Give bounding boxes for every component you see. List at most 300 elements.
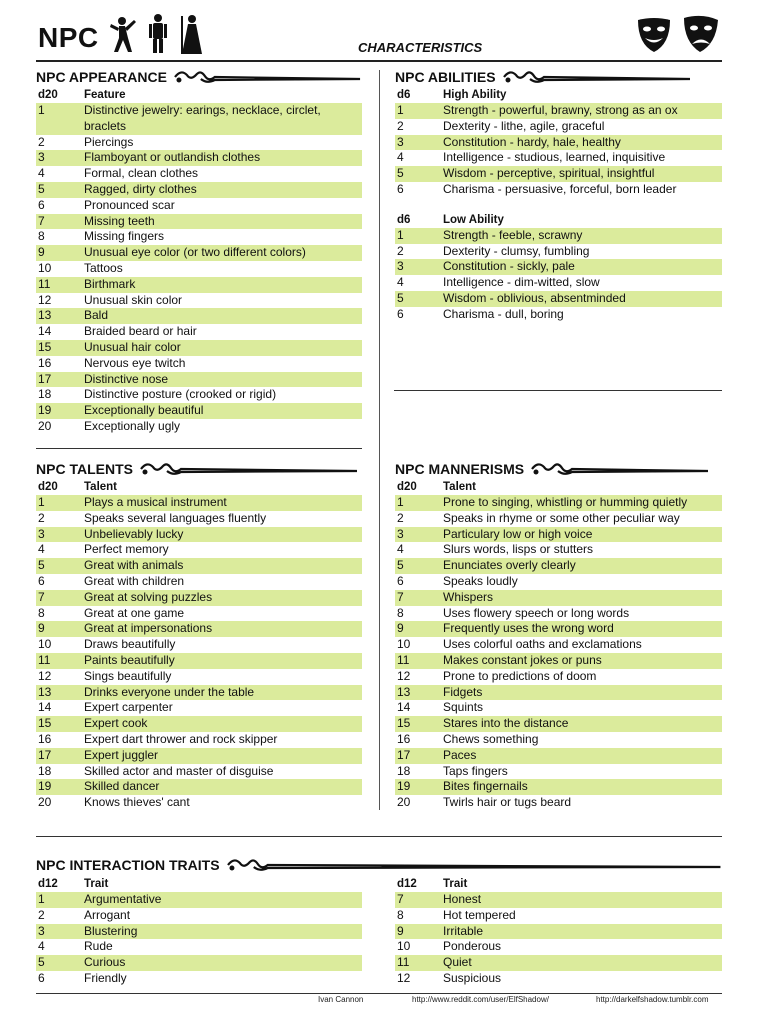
entry-text: Arrogant — [84, 907, 131, 922]
roll-number: 6 — [38, 970, 45, 985]
roll-number: 19 — [38, 779, 52, 794]
table-row — [395, 574, 722, 590]
table-row — [36, 103, 362, 135]
table-row — [36, 340, 362, 356]
entry-text: Squints — [443, 700, 484, 715]
table-row — [395, 275, 722, 291]
roll-number: 7 — [397, 892, 404, 906]
roll-number: 7 — [38, 213, 45, 228]
footer-rule — [36, 993, 722, 994]
table-row — [395, 732, 722, 748]
roll-number: 14 — [397, 700, 411, 715]
entry-text: Unusual eye color (or two different colors) — [84, 245, 306, 260]
roll-number: 1 — [397, 495, 404, 509]
table-row — [395, 182, 722, 198]
table-row — [395, 637, 722, 653]
mannerisms-section — [395, 460, 722, 811]
roll-number: 3 — [38, 526, 45, 541]
entry-text: Exceptionally ugly — [84, 418, 181, 433]
section-title: NPC APPEARANCE — [36, 69, 167, 85]
roll-number: 17 — [38, 747, 52, 762]
column-header-label: Talent — [84, 481, 118, 493]
entry-text: Dexterity - clumsy, fumbling — [443, 243, 590, 258]
roll-number: 4 — [38, 939, 45, 954]
entry-text: Sings beautifully — [84, 668, 172, 683]
table-row — [36, 277, 362, 293]
column-header-die: d20 — [38, 481, 58, 493]
roll-number: 14 — [38, 324, 52, 339]
table-row — [395, 653, 722, 669]
table-row — [395, 244, 722, 260]
abilities-section — [395, 68, 722, 323]
entry-text: Friendly — [84, 970, 127, 985]
table-row — [395, 795, 722, 811]
mannerisms-table — [395, 495, 722, 811]
entry-text: Speaks in rhyme or some other peculiar way — [443, 510, 680, 525]
adventurer-figures-icon — [108, 12, 208, 56]
roll-number: 8 — [38, 229, 45, 244]
entry-text: Tattoos — [84, 260, 123, 275]
entry-text: Expert dart thrower and rock skipper — [84, 731, 278, 746]
roll-number: 18 — [38, 763, 52, 778]
entry-text: Ragged, dirty clothes — [84, 181, 197, 196]
table-row — [395, 135, 722, 151]
roll-number: 17 — [38, 371, 52, 386]
table-row — [395, 700, 722, 716]
table-row — [36, 135, 362, 151]
entry-text: Constitution - hardy, hale, healthy — [443, 134, 621, 149]
table-row — [395, 495, 722, 511]
entry-text: Wisdom - oblivious, absentminded — [443, 290, 626, 305]
roll-number: 9 — [38, 245, 45, 260]
entry-text: Skilled dancer — [84, 779, 160, 794]
roll-number: 9 — [397, 621, 404, 636]
theater-masks-icon — [636, 14, 722, 58]
entry-text: Speaks several languages fluently — [84, 510, 267, 525]
roll-number: 6 — [397, 573, 404, 588]
table-row — [36, 419, 362, 435]
high-ability-table — [395, 103, 722, 198]
table-row — [36, 637, 362, 653]
table-row — [395, 621, 722, 637]
table-row — [36, 700, 362, 716]
entry-text: Distinctive jewelry: earings, necklace, circlet, braclets — [84, 103, 321, 133]
table-row — [36, 245, 362, 261]
entry-text: Exceptionally beautiful — [84, 403, 204, 418]
roll-number: 11 — [397, 652, 410, 667]
entry-text: Chews something — [443, 731, 539, 746]
table-row — [395, 685, 722, 701]
roll-number: 9 — [38, 621, 45, 636]
roll-number: 3 — [38, 150, 45, 165]
roll-number: 10 — [38, 637, 52, 652]
entry-text: Nervous eye twitch — [84, 355, 186, 370]
roll-number: 11 — [38, 276, 51, 291]
roll-number: 4 — [38, 166, 45, 181]
roll-number: 13 — [38, 684, 52, 699]
entry-text: Charisma - dull, boring — [443, 306, 564, 321]
entry-text: Twirls hair or tugs beard — [443, 795, 572, 810]
entry-text: Quiet — [443, 955, 472, 970]
entry-text: Unbelievably lucky — [84, 526, 184, 541]
table-row — [36, 511, 362, 527]
section-title: NPC INTERACTION TRAITS — [36, 857, 220, 873]
entry-text: Missing fingers — [84, 229, 165, 244]
table-row — [36, 621, 362, 637]
entry-text: Distinctive posture (crooked or rigid) — [84, 387, 277, 402]
table-row — [36, 653, 362, 669]
roll-number: 19 — [38, 403, 52, 418]
traits-right-table — [395, 892, 722, 987]
roll-number: 20 — [397, 795, 411, 810]
entry-text: Missing teeth — [84, 213, 155, 228]
entry-text: Particulary low or high voice — [443, 526, 593, 541]
table-row — [395, 606, 722, 622]
entry-text: Frequently uses the wrong word — [443, 621, 614, 636]
column-header-label: Feature — [84, 89, 126, 101]
table-row — [395, 924, 722, 940]
section-title: NPC ABILITIES — [395, 69, 496, 85]
table-row — [395, 955, 722, 971]
table-row — [36, 764, 362, 780]
table-row — [395, 558, 722, 574]
roll-number: 10 — [397, 637, 411, 652]
entry-text: Slurs words, lisps or stutters — [443, 542, 594, 557]
table-row — [395, 291, 722, 307]
table-row — [395, 259, 722, 275]
roll-number: 15 — [38, 716, 52, 731]
column-header-label: High Ability — [443, 89, 507, 101]
roll-number: 4 — [397, 275, 404, 290]
table-row — [395, 119, 722, 135]
column-header-label: Trait — [443, 878, 468, 890]
roll-number: 3 — [397, 526, 404, 541]
appearance-section — [36, 68, 362, 435]
table-row — [36, 387, 362, 403]
table-row — [36, 324, 362, 340]
roll-number: 1 — [38, 103, 45, 117]
roll-number: 6 — [38, 573, 45, 588]
table-row — [36, 669, 362, 685]
column-header-die: d6 — [397, 89, 411, 101]
table-row — [36, 150, 362, 166]
roll-number: 11 — [397, 955, 410, 970]
entry-text: Pronounced scar — [84, 197, 175, 212]
table-row — [36, 685, 362, 701]
roll-number: 12 — [397, 970, 411, 985]
roll-number: 2 — [397, 118, 404, 133]
table-row — [395, 103, 722, 119]
entry-text: Expert juggler — [84, 747, 159, 762]
entry-text: Whispers — [443, 589, 494, 604]
column-header-die: d20 — [38, 89, 58, 101]
entry-text: Strength - powerful, brawny, strong as an ox — [443, 103, 678, 117]
section-title: NPC TALENTS — [36, 461, 133, 477]
roll-number: 5 — [397, 558, 404, 573]
table-row — [36, 166, 362, 182]
section-divider — [36, 836, 722, 837]
table-row — [36, 558, 362, 574]
roll-number: 16 — [38, 731, 52, 746]
roll-number: 20 — [38, 418, 52, 433]
roll-number: 12 — [397, 668, 411, 683]
entry-text: Flamboyant or outlandish clothes — [84, 150, 261, 165]
roll-number: 3 — [397, 259, 404, 274]
entry-text: Argumentative — [84, 892, 162, 906]
entry-text: Great at solving puzzles — [84, 589, 213, 604]
entry-text: Speaks loudly — [443, 573, 518, 588]
table-row — [36, 795, 362, 811]
table-row — [395, 748, 722, 764]
talents-section — [36, 460, 362, 811]
entry-text: Bites fingernails — [443, 779, 528, 794]
roll-number: 6 — [38, 197, 45, 212]
entry-text: Braided beard or hair — [84, 324, 197, 339]
entry-text: Uses flowery speech or long words — [443, 605, 630, 620]
column-divider — [379, 70, 380, 810]
entry-text: Irritable — [443, 923, 484, 938]
roll-number: 1 — [397, 227, 404, 242]
table-row — [395, 166, 722, 182]
table-row — [36, 495, 362, 511]
roll-number: 12 — [38, 292, 52, 307]
roll-number: 2 — [38, 907, 45, 922]
roll-number: 3 — [38, 923, 45, 938]
table-row — [395, 150, 722, 166]
table-row — [395, 527, 722, 543]
roll-number: 20 — [38, 795, 52, 810]
roll-number: 3 — [397, 134, 404, 149]
roll-number: 2 — [38, 510, 45, 525]
table-row — [36, 261, 362, 277]
table-row — [36, 606, 362, 622]
roll-number: 16 — [397, 731, 411, 746]
entry-text: Drinks everyone under the table — [84, 684, 255, 699]
entry-text: Prone to predictions of doom — [443, 668, 597, 683]
roll-number: 5 — [397, 290, 404, 305]
traits-right-column — [395, 875, 722, 987]
roll-number: 18 — [38, 387, 52, 402]
entry-text: Ponderous — [443, 939, 502, 954]
table-row — [395, 542, 722, 558]
section-divider — [36, 448, 362, 449]
roll-number: 18 — [397, 763, 411, 778]
entry-text: Perfect memory — [84, 542, 169, 557]
column-header-die: d6 — [397, 213, 411, 226]
roll-number: 12 — [38, 668, 52, 683]
entry-text: Rude — [84, 939, 113, 954]
roll-number: 6 — [397, 306, 404, 321]
roll-number: 17 — [397, 747, 411, 762]
column-header-die: d12 — [38, 878, 58, 890]
roll-number: 5 — [38, 181, 45, 196]
roll-number: 5 — [38, 955, 45, 970]
entry-text: Formal, clean clothes — [84, 166, 199, 181]
entry-text: Distinctive nose — [84, 371, 169, 386]
column-header-label: Low Ability — [443, 213, 504, 226]
table-row — [36, 182, 362, 198]
table-row — [395, 779, 722, 795]
entry-text: Uses colorful oaths and exclamations — [443, 637, 642, 652]
roll-number: 4 — [397, 150, 404, 165]
column-header-label: Trait — [84, 878, 109, 890]
traits-left-table — [36, 892, 362, 987]
entry-text: Expert cook — [84, 716, 148, 731]
table-row — [36, 716, 362, 732]
table-row — [36, 229, 362, 245]
table-row — [36, 590, 362, 606]
entry-text: Hot tempered — [443, 907, 516, 922]
entry-text: Knows thieves' cant — [84, 795, 190, 810]
roll-number: 10 — [38, 260, 52, 275]
entry-text: Charisma - persuasive, forceful, born leader — [443, 181, 677, 196]
entry-text: Paints beautifully — [84, 652, 175, 667]
table-row — [395, 590, 722, 606]
roll-number: 16 — [38, 355, 52, 370]
roll-number: 8 — [38, 605, 45, 620]
roll-number: 5 — [38, 558, 45, 573]
table-row — [395, 511, 722, 527]
entry-text: Taps fingers — [443, 763, 508, 778]
roll-number: 19 — [397, 779, 411, 794]
roll-number: 4 — [38, 542, 45, 557]
table-row — [395, 939, 722, 955]
roll-number: 4 — [397, 542, 404, 557]
roll-number: 1 — [38, 892, 45, 906]
entry-text: Birthmark — [84, 276, 136, 291]
entry-text: Great with children — [84, 573, 185, 588]
roll-number: 8 — [397, 605, 404, 620]
section-divider — [394, 390, 722, 391]
table-row — [36, 198, 362, 214]
table-row — [36, 574, 362, 590]
entry-text: Prone to singing, whistling or humming quietly — [443, 495, 688, 509]
table-row — [395, 307, 722, 323]
roll-number: 8 — [397, 907, 404, 922]
entry-text: Constitution - sickly, pale — [443, 259, 575, 274]
entry-text: Intelligence - dim-witted, slow — [443, 275, 600, 290]
entry-text: Paces — [443, 747, 477, 762]
flourish-icon — [173, 68, 362, 86]
table-row — [36, 892, 362, 908]
entry-text: Bald — [84, 308, 109, 323]
talents-table — [36, 495, 362, 811]
table-row — [36, 955, 362, 971]
table-row — [395, 764, 722, 780]
entry-text: Fidgets — [443, 684, 483, 699]
flourish-icon — [502, 68, 692, 86]
footer-author: Ivan Cannon — [318, 995, 364, 1004]
entry-text: Honest — [443, 892, 482, 906]
table-row — [36, 939, 362, 955]
table-row — [395, 892, 722, 908]
entry-text: Piercings — [84, 134, 134, 149]
roll-number: 2 — [38, 134, 45, 149]
roll-number: 7 — [38, 589, 45, 604]
roll-number: 2 — [397, 243, 404, 258]
entry-text: Intelligence - studious, learned, inquisitive — [443, 150, 666, 165]
table-row — [36, 403, 362, 419]
header-rule — [36, 60, 722, 62]
roll-number: 11 — [38, 652, 51, 667]
entry-text: Enunciates overly clearly — [443, 558, 576, 573]
entry-text: Curious — [84, 955, 126, 970]
entry-text: Blustering — [84, 923, 138, 938]
table-row — [36, 356, 362, 372]
flourish-icon — [139, 460, 359, 478]
roll-number: 2 — [397, 510, 404, 525]
table-row — [36, 971, 362, 987]
traits-section — [36, 856, 722, 874]
entry-text: Makes constant jokes or puns — [443, 652, 602, 667]
roll-number: 14 — [38, 700, 52, 715]
traits-left-column — [36, 875, 362, 987]
entry-text: Unusual hair color — [84, 339, 181, 354]
table-row — [36, 214, 362, 230]
entry-text: Great at one game — [84, 605, 185, 620]
roll-number: 7 — [397, 589, 404, 604]
table-row — [395, 669, 722, 685]
roll-number: 15 — [397, 716, 411, 731]
table-row — [36, 732, 362, 748]
table-row — [36, 779, 362, 795]
entry-text: Great at impersonations — [84, 621, 213, 636]
roll-number: 10 — [397, 939, 411, 954]
table-row — [36, 748, 362, 764]
flourish-icon — [530, 460, 710, 478]
entry-text: Skilled actor and master of disguise — [84, 763, 274, 778]
appearance-table — [36, 103, 362, 435]
table-row — [395, 908, 722, 924]
entry-text: Plays a musical instrument — [84, 495, 227, 509]
section-title: NPC MANNERISMS — [395, 461, 525, 477]
roll-number: 9 — [397, 923, 404, 938]
page-subtitle: CHARACTERISTICS — [358, 40, 483, 55]
table-row — [395, 971, 722, 987]
roll-number: 6 — [397, 181, 404, 196]
column-header-die: d20 — [397, 481, 417, 493]
table-row — [395, 228, 722, 244]
table-row — [395, 716, 722, 732]
roll-number: 13 — [397, 684, 411, 699]
entry-text: Strength - feeble, scrawny — [443, 227, 583, 242]
footer-tumblr-link[interactable]: http://darkelfshadow.tumblr.com — [596, 995, 709, 1004]
table-row — [36, 527, 362, 543]
entry-text: Suspicious — [443, 970, 502, 985]
roll-number: 13 — [38, 308, 52, 323]
entry-text: Expert carpenter — [84, 700, 173, 715]
column-header-label: Talent — [443, 481, 477, 493]
roll-number: 1 — [397, 103, 404, 117]
table-row — [36, 924, 362, 940]
entry-text: Dexterity - lithe, agile, graceful — [443, 118, 605, 133]
entry-text: Great with animals — [84, 558, 184, 573]
column-header-die: d12 — [397, 878, 417, 890]
entry-text: Unusual skin color — [84, 292, 183, 307]
entry-text: Draws beautifully — [84, 637, 176, 652]
roll-number: 15 — [38, 339, 52, 354]
page-title: NPC — [38, 22, 99, 53]
footer-reddit-link[interactable]: http://www.reddit.com/user/ElfShadow/ — [412, 995, 549, 1004]
table-row — [36, 908, 362, 924]
table-row — [36, 293, 362, 309]
low-ability-table — [395, 228, 722, 323]
roll-number: 5 — [397, 166, 404, 181]
table-row — [36, 308, 362, 324]
table-row — [36, 542, 362, 558]
roll-number: 1 — [38, 495, 45, 509]
flourish-icon — [226, 856, 722, 874]
